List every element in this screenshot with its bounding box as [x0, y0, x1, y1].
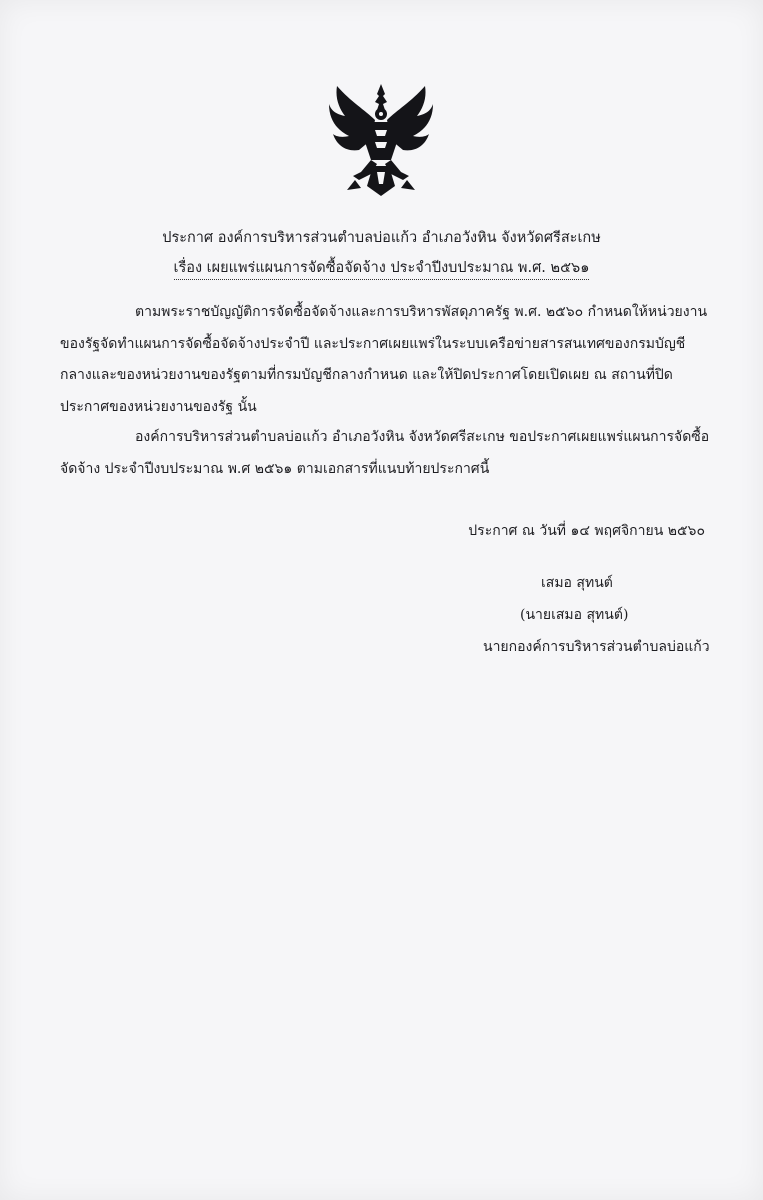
announcement-paragraph-2: องค์การบริหารส่วนตำบลบ่อแก้ว อำเภอวังหิน จังหวัดศรีสะเกษ ขอประกาศเผยแพร่แผนการจัดซื้อจัดจ้าง ประจำปีงบประมาณ พ.ศ ๒๕๖๑ ตามเอกสารที่แนบท้ายประกาศนี้	[60, 429, 710, 477]
announcement-date: ประกาศ ณ วันที่ ๑๔ พฤศจิกายน ๒๕๖๐	[468, 523, 705, 539]
announcement-paragraph-1: ตามพระราชบัญญัติการจัดซื้อจัดจ้างและการบริหารพัสดุภาครัฐ พ.ศ. ๒๕๖๐ กำหนดให้หน่วยงานของรัฐจัดทำแผนการจัดซื้อจัดจ้างประจำปี และประกาศเผยแพร่ในระบบเครือข่ายสารสนเทศของกรมบัญชีกลางและของหน่วยงานของรัฐตามที่กรมบัญชีกลางกำหนด และให้ปิดประกาศโดยเปิดเผย ณ สถานที่ปิดประกาศของหน่วยงานของรัฐ นั้น	[60, 304, 708, 415]
signature-name: เสมอ สุทนต์	[541, 575, 613, 591]
signatory-position: นายกองค์การบริหารส่วนตำบลบ่อแก้ว	[483, 639, 710, 655]
announcement-subject	[0, 256, 763, 279]
announcement-title: ประกาศ องค์การบริหารส่วนตำบลบ่อแก้ว อำเภอวังหิน จังหวัดศรีสะเกษ	[162, 230, 601, 246]
announcement-subject-text: เรื่อง เผยแพร่แผนการจัดซื้อจัดจ้าง ประจำปีงบประมาณ พ.ศ. ๒๕๖๑	[174, 260, 590, 280]
garuda-emblem-icon	[325, 80, 437, 198]
signatory-printed-name: (นายเสมอ สุทนต์)	[520, 607, 629, 623]
